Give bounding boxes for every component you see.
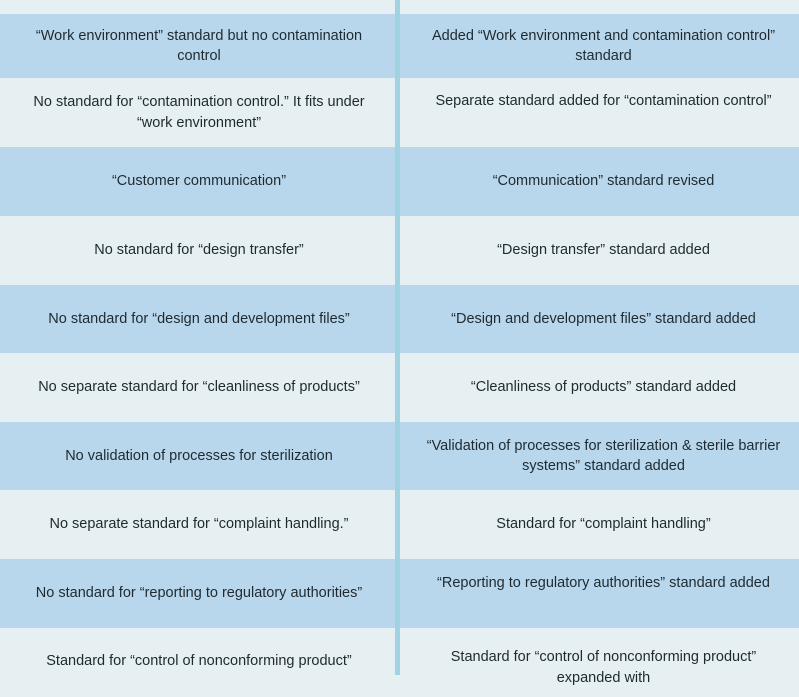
table-cell-new: “Reporting to regulatory authorities” standard added [437, 575, 770, 591]
table-cell-old: No standard for “reporting to regulatory authorities” [35, 585, 363, 602]
table-cell-new: Standard for “control of nonconforming product” expanded with [450, 649, 757, 686]
table-cell-old: “Customer communication” [111, 173, 287, 190]
table-cell-old: No validation of processes for sterilization [65, 447, 333, 464]
table-cell-old [0, 0, 398, 14]
table-cell-new: “Design transfer” standard added [497, 242, 710, 259]
table-cell-old: “Work environment” standard but no contamination control [35, 27, 363, 64]
table-cell-old: No standard for “design transfer” [94, 242, 304, 259]
column-divider [395, 0, 400, 675]
table-cell-new: Standard for “complaint handling” [496, 516, 711, 533]
table-cell-old: No separate standard for “complaint handling.” [49, 516, 349, 533]
table-cell-old: Standard for “control of nonconforming product” [46, 653, 352, 669]
table-cell-new: “Validation of processes for sterilization & sterile barrier systems” standard added [426, 437, 781, 474]
table-cell-new: “Cleanliness of products” standard added [470, 379, 737, 396]
table-cell-old: No separate standard for “cleanliness of products” [38, 379, 360, 396]
table-cell-new: “Communication” standard revised [492, 173, 715, 190]
table-cell-new [398, 0, 799, 14]
table-cell-old: No standard for “design and development files” [48, 310, 350, 327]
table-cell-new: Separate standard added for “contamination control” [435, 93, 772, 109]
table-cell-new: Added “Work environment and contamination control” standard [431, 27, 776, 64]
table-cell-old: No standard for “contamination control.” It fits under “work environment” [33, 94, 365, 131]
table-cell-new: “Design and development files” standard added [451, 310, 756, 327]
